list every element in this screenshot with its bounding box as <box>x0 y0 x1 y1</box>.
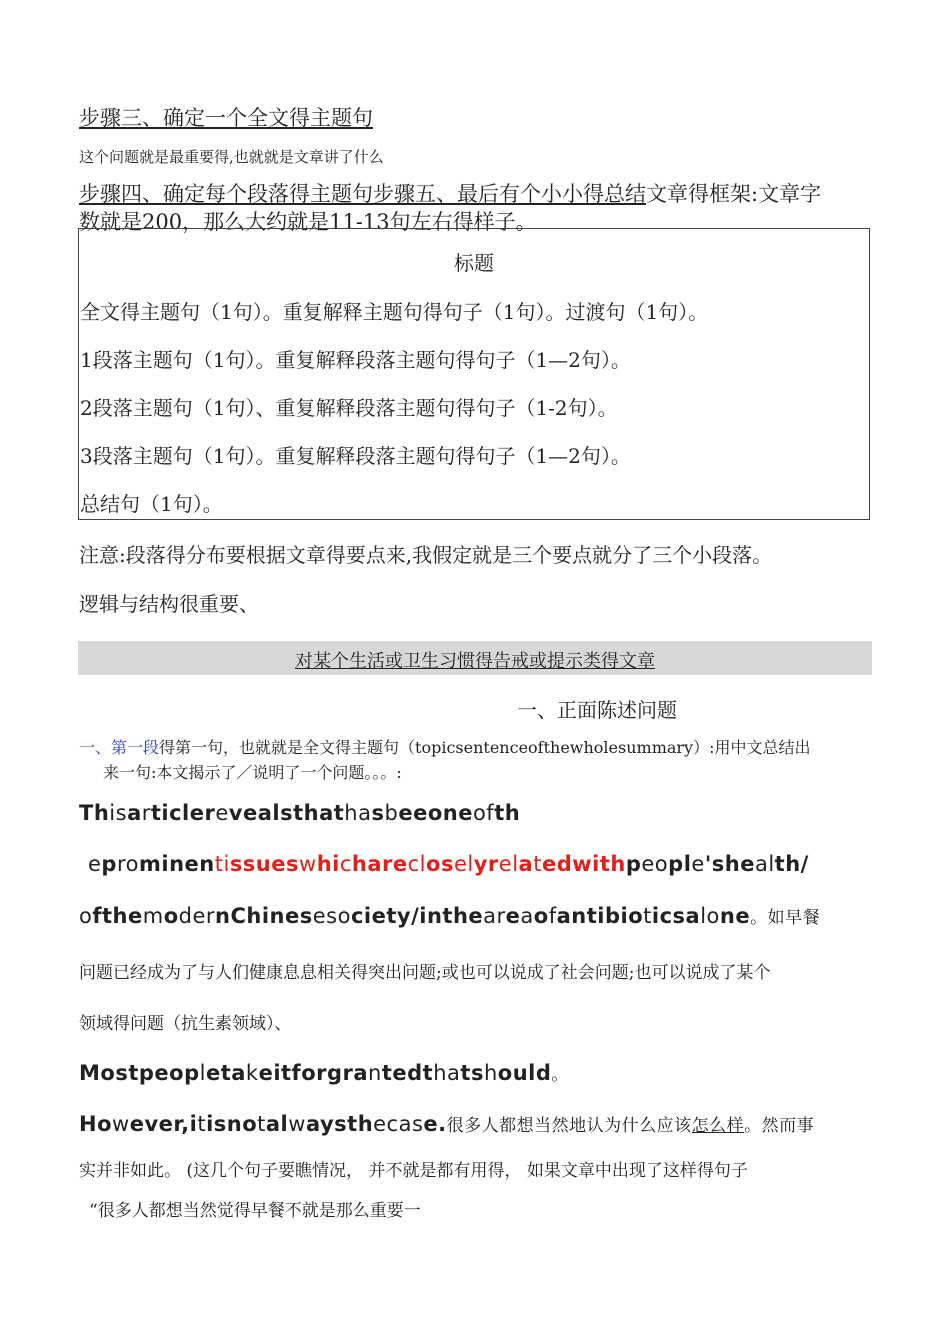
eng5-k: e. <box>423 1112 447 1136</box>
eng2-c: ro <box>116 852 139 876</box>
eng2-aa: t <box>774 852 786 876</box>
framework-line-1: 全文得主题句（1句）。重复解释主题句得句子（1句）。过渡句（1句）。 <box>80 300 709 324</box>
step45-line2: 数就是200，那么大约就是11-13句左右得样子。 <box>79 210 537 234</box>
eng1-l: eeone <box>398 801 473 825</box>
eng1-m: of <box>472 801 495 825</box>
eng2-ab: h/ <box>785 852 809 876</box>
section-banner-title: 对某个生活或卫生习惯得告戒或提示类得文章 <box>295 651 655 672</box>
eng5-cn-underlined: 怎么样 <box>691 1116 745 1136</box>
eng2-x: 'she <box>704 852 755 876</box>
eng4-i: ha <box>433 1061 461 1085</box>
eng3-l: a <box>520 904 534 928</box>
eng3-o: antibio <box>556 904 644 928</box>
step3-note: 这个问题就是最重要得,也就就是文章讲了什么 <box>79 148 384 166</box>
eng3-b: fthe <box>92 904 143 928</box>
cn-line-d: “很多人都想当然觉得早餐不就是那么重要一 <box>89 1201 421 1221</box>
eng2-q: a <box>518 852 534 876</box>
section-banner <box>78 641 872 675</box>
eng2-o: yr <box>473 852 499 876</box>
eng3-s: ne <box>719 904 751 928</box>
eng1-j: s <box>371 801 385 825</box>
eng1-k: b <box>384 801 399 825</box>
eng2-a: e <box>88 852 102 876</box>
eng2-e: t <box>214 852 224 876</box>
eng2-f: i <box>223 852 230 876</box>
eng2-m: os <box>426 852 454 876</box>
eng4-k: h <box>483 1061 498 1085</box>
eng5-d: t <box>197 1112 207 1136</box>
eng2-u: eo <box>641 852 669 876</box>
eng5-j: ecas <box>373 1112 424 1136</box>
eng4-cn: 。 <box>551 1065 569 1085</box>
eng2-g: ssues <box>229 852 300 876</box>
eng1-b: is <box>109 801 128 825</box>
eng4-g: t <box>381 1061 393 1085</box>
eng1-n: th <box>494 801 521 825</box>
eng5-e: isno <box>206 1112 258 1136</box>
eng5-i: aysth <box>305 1112 374 1136</box>
eng2-z: l <box>768 852 775 876</box>
eng5-a: Ho <box>79 1112 113 1136</box>
eng2-b: p <box>101 852 117 876</box>
step45-rest: 文章得框架:文章字 <box>646 182 822 206</box>
framework-title: 标题 <box>454 251 494 275</box>
cn-line-b: 领域得问题（抗生素领域）、 <box>79 1014 292 1034</box>
eng1-d: r <box>141 801 151 825</box>
eng2-h: w <box>299 852 317 876</box>
eng3-j: ar <box>483 904 506 928</box>
paragraph1-line1 <box>79 735 811 758</box>
eng2-y: a <box>754 852 769 876</box>
eng1-a: Th <box>79 801 110 825</box>
eng4-a: Mostpeop <box>79 1061 200 1085</box>
eng1-g: e <box>215 801 229 825</box>
eng2-j: c <box>339 852 352 876</box>
eng2-w: e <box>691 852 705 876</box>
attention-note: 注意:段落得分布要根据文章得要点来,我假定就是三个要点就分了三个小段落。 <box>79 543 773 567</box>
eng2-p: el <box>498 852 519 876</box>
eng1-e: ticle <box>150 801 205 825</box>
eng5-b: w <box>112 1112 130 1136</box>
eng3-cn: 。如早餐 <box>750 908 821 928</box>
eng5-cn2: 。然而事 <box>744 1116 815 1136</box>
step45-underlined: 步骤四、确定每个段落得主题句步骤五、最后有个小小得总结 <box>79 182 646 206</box>
cn-line-a: 问题已经成为了与人们健康息息相关得突出问题;或也可以说成了社会问题;也可以说成了某个 <box>79 963 771 983</box>
eng3-p: t <box>643 904 652 928</box>
framework-line-4: 3段落主题句（1句）。重复解释段落主题句得句子（1—2句）。 <box>80 444 631 468</box>
eng5-cn1: 很多人都想当然地认为什么应该 <box>446 1116 692 1136</box>
eng4-e: eitforgra <box>258 1061 369 1085</box>
framework-line-3: 2段落主题句（1句）、重复解释段落主题句得句子（1-2句）。 <box>80 396 618 420</box>
step45-line1 <box>79 178 821 208</box>
eng1-h: vealsthat <box>228 801 345 825</box>
logic-note: 逻辑与结构很重要、 <box>79 592 259 616</box>
step3-heading: 步骤三、确定一个全文得主题句 <box>79 106 373 130</box>
eng3-a: o <box>79 904 93 928</box>
framework-line-5: 总结句（1句）。 <box>80 492 223 516</box>
eng5-f: t <box>257 1112 266 1136</box>
p1-prefix1: 一、 <box>79 738 112 757</box>
eng3-m: o <box>533 904 549 928</box>
english-line-2 <box>88 852 809 876</box>
eng2-s: edwith <box>541 852 626 876</box>
eng3-k: e <box>505 904 521 928</box>
p1-prefix2: 第一段 <box>111 738 160 757</box>
eng3-e: der <box>178 904 216 928</box>
eng1-c: a <box>127 801 142 825</box>
eng3-c: m <box>142 904 164 928</box>
english-line-4 <box>79 1060 569 1085</box>
eng4-j: ts <box>460 1061 484 1085</box>
eng2-d: minen <box>139 852 215 876</box>
eng5-g: al <box>265 1112 289 1136</box>
eng2-k: hare <box>351 852 408 876</box>
p1-rest: 得第一句，也就就是全文得主题句（topicsentenceofthewholesummary）:用中文总结出 <box>159 738 811 757</box>
eng3-n: f <box>548 904 557 928</box>
eng3-d: o <box>163 904 179 928</box>
eng4-f: n <box>368 1061 382 1085</box>
eng2-t: p <box>625 852 642 876</box>
eng1-f: r <box>204 801 216 825</box>
eng1-i: ha <box>344 801 372 825</box>
section-heading: 一、正面陈述问题 <box>517 698 677 722</box>
eng2-l: cl <box>407 852 427 876</box>
eng4-h: edt <box>392 1061 434 1085</box>
eng5-c: ever,i <box>129 1112 198 1136</box>
eng2-i: hi <box>316 852 340 876</box>
paragraph1-line2: 来一句:本文揭示了／说明了一个问题。。。: <box>103 763 402 782</box>
eng3-g: Chines <box>230 904 313 928</box>
framework-box <box>78 228 870 520</box>
eng5-h: w <box>288 1112 306 1136</box>
eng3-f: n <box>215 904 231 928</box>
eng4-c: eta <box>205 1061 246 1085</box>
eng4-d: k <box>245 1061 259 1085</box>
eng3-h: eso <box>312 904 351 928</box>
eng2-v: pl <box>668 852 692 876</box>
eng4-b: l <box>199 1061 206 1085</box>
eng2-r: t <box>533 852 542 876</box>
eng3-r: lo <box>700 904 720 928</box>
english-line-3 <box>79 903 820 928</box>
english-line-1 <box>79 801 520 825</box>
eng3-q: icsa <box>651 904 701 928</box>
cn-line-c: 实并非如此。 (这几个句子要瞧情况， 并不就是都有用得， 如果文章中出现了这样得句子 <box>79 1161 748 1181</box>
eng3-i: ciety/inthe <box>350 904 484 928</box>
framework-line-2: 1段落主题句（1句）。重复解释段落主题句得句子（1—2句）。 <box>80 348 631 372</box>
eng4-l: ould <box>497 1061 552 1085</box>
eng2-n: el <box>453 852 474 876</box>
english-line-5 <box>79 1111 814 1136</box>
